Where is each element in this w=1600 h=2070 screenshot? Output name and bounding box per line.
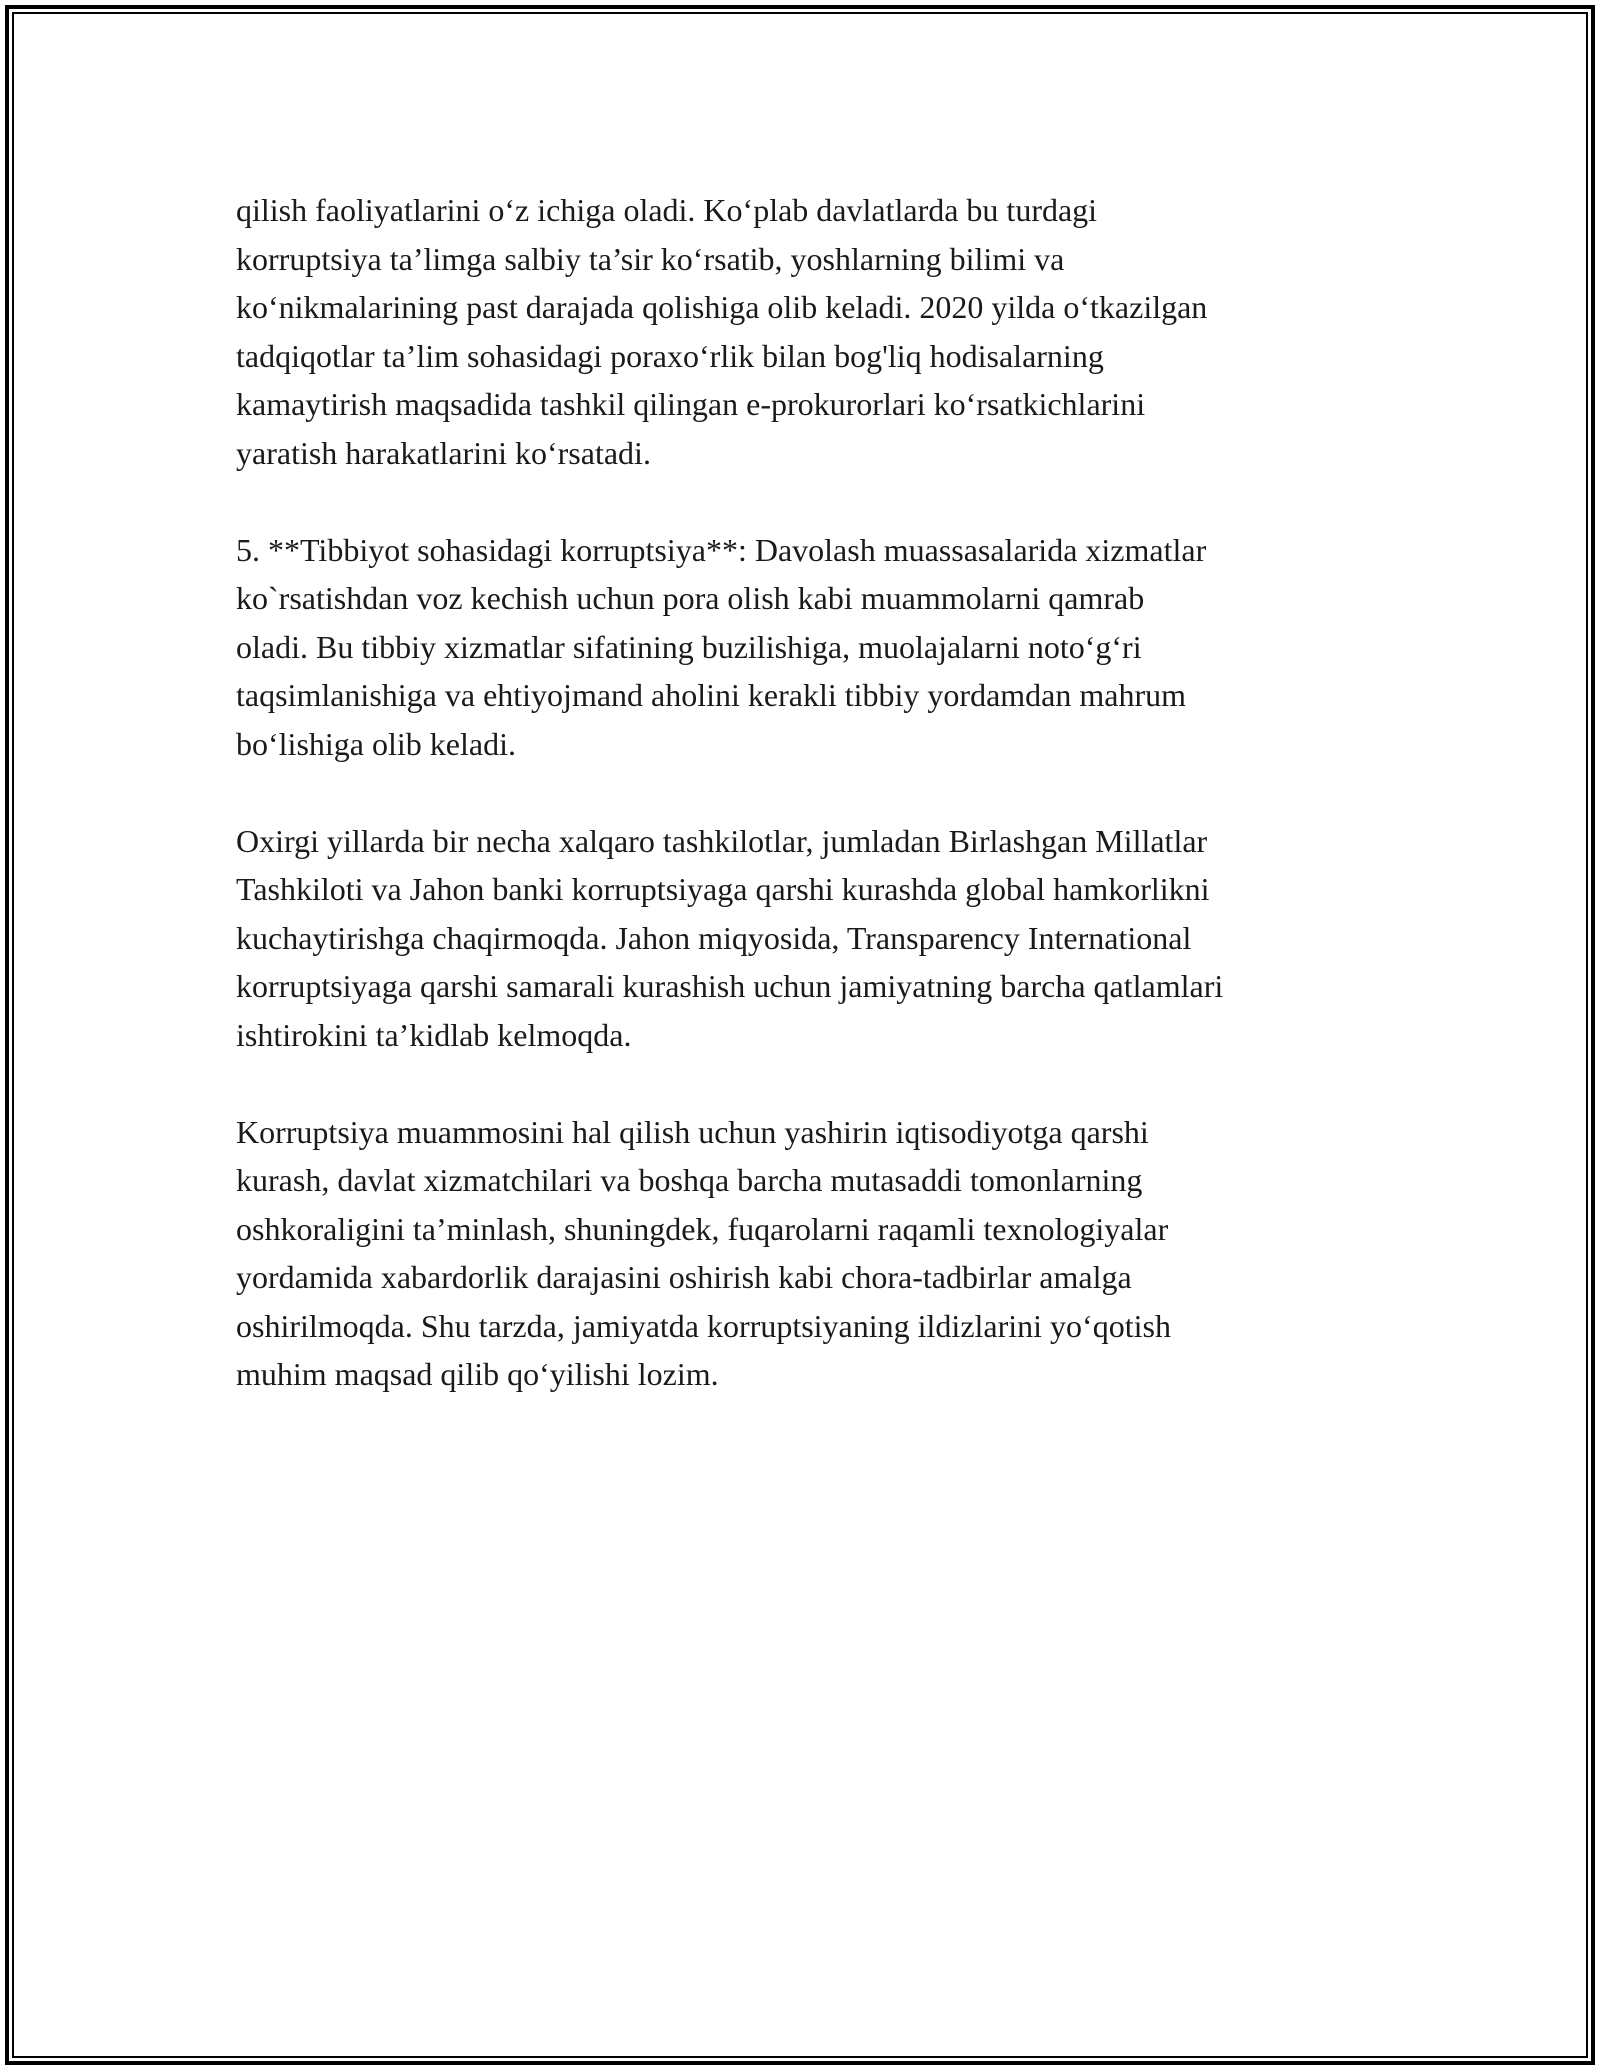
text-line: 5. **Tibbiyot sohasidagi korruptsiya**: Davolash muassasalarida xizmatlar [236,531,1207,568]
text-line: oladi. Bu tibbiy xizmatlar sifatining buzilishiga, muolajalarni noto‘g‘ri [236,628,1142,665]
text-line: yordamida xabardorlik darajasini oshirish kabi chora-tadbirlar amalga [236,1259,1132,1295]
text-line: tadqiqotlar ta’lim sohasidagi poraxo‘rlik bilan bog'liq hodisalarning [236,337,1104,374]
text-line: yaratish harakatlarini ko‘rsatadi. [236,434,651,471]
paragraph-medical-corruption [236,526,1416,769]
document-body [236,186,1416,1447]
text-line: oshirilmoqda. Shu tarzda, jamiyatda korruptsiyaning ildizlarini yo‘qotish [236,1307,1171,1344]
text-line: Oxirgi yillarda bir necha xalqaro tashkilotlar, jumladan Birlashgan Millatlar [236,822,1208,859]
paragraph-education-corruption [236,186,1416,477]
text-line: ishtirokini ta’kidlab kelmoqda. [236,1016,632,1053]
text-line: kuchaytirishga chaqirmoqda. Jahon miqyosida, Transparency International [236,919,1192,956]
text-line: oshkoraligini ta’minlash, shuningdek, fuqarolarni raqamli texnologiyalar [236,1210,1169,1247]
text-line: korruptsiyaga qarshi samarali kurashish uchun jamiyatning barcha qatlamlari [236,968,1224,1004]
text-line: taqsimlanishiga va ehtiyojmand aholini kerakli tibbiy yordamdan mahrum [236,677,1187,713]
paragraph-measures [236,1108,1416,1399]
text-line: kurash, davlat xizmatchilari va boshqa barcha mutasaddi tomonlarning [236,1162,1143,1198]
text-line: korruptsiya ta’limga salbiy ta’sir ko‘rsatib, yoshlarning bilimi va [236,240,1065,277]
text-line: Korruptsiya muammosini hal qilish uchun yashirin iqtisodiyotga qarshi [236,1113,1149,1150]
paragraph-international-organizations [236,817,1416,1060]
text-line: ko‘nikmalarining past darajada qolishiga olib keladi. 2020 yilda o‘tkazilgan [236,289,1208,325]
text-line: bo‘lishiga olib keladi. [236,725,516,762]
text-line: qilish faoliyatlarini o‘z ichiga oladi. Ko‘plab davlatlarda bu turdagi [236,192,1098,228]
text-line: ko`rsatishdan voz kechish uchun pora olish kabi muammolarni qamrab [236,580,1145,616]
text-line: kamaytirish maqsadida tashkil qilingan e-prokurorlari ko‘rsatkichlarini [236,386,1146,422]
text-line: Tashkiloti va Jahon banki korruptsiyaga qarshi kurashda global hamkorlikni [236,871,1210,907]
text-line: muhim maqsad qilib qo‘yilishi lozim. [236,1356,719,1392]
